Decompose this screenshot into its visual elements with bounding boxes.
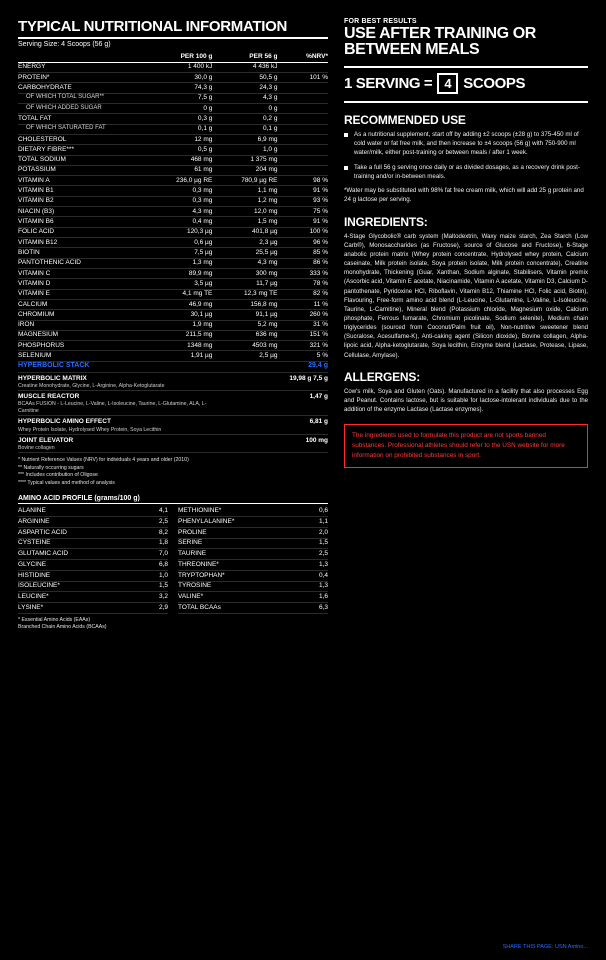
amino-name: LYSINE*	[18, 602, 145, 613]
nutrient-per-serving: 5,2 mg	[216, 320, 281, 330]
amino-value: 2,0	[307, 527, 328, 538]
nutrient-nrv: 101 %	[281, 73, 328, 83]
nutrient-per-serving: 50,5 g	[216, 73, 281, 83]
nutrient-per-100g: 0,4 mg	[158, 217, 217, 227]
list-item: As a nutritional supplement, start off by adding ±2 scoops (±28 g) to 375-450 ml of cold water or fat free milk, and then increase to ±4 scoops (56 g) with 750-900 ml water/milk, either post-training or between meals / after 1 week.	[344, 130, 588, 158]
footnote: ** Naturally occurring sugars	[18, 464, 84, 471]
blend-name: HYPERBOLIC AMINO EFFECT	[18, 418, 111, 426]
table-row	[18, 186, 328, 196]
nutrient-name: NIACIN (B3)	[18, 207, 158, 217]
nutrient-per-serving: 4,3 g	[216, 93, 281, 103]
footnote: **** Typical values and method of analysis	[18, 479, 115, 486]
amino-row	[18, 538, 168, 549]
nutrient-nrv: 96 %	[281, 238, 328, 248]
table-row	[18, 227, 328, 237]
nutrient-per-serving: 1,0 g	[216, 145, 281, 155]
nutrient-per-serving: 4,3 mg	[216, 258, 281, 268]
blend-row	[18, 434, 328, 452]
blend-value: 19,98 g 7,5 g	[216, 372, 328, 390]
divider-2	[344, 101, 588, 103]
nutrient-per-100g: 1,91 µg	[158, 351, 217, 361]
table-row	[18, 248, 328, 258]
nutrient-nrv	[281, 124, 328, 134]
ingredients-body: 4-Stage Glycobolic® carb system (Maltodextrin, Waxy maize starch, Zea Starch (Low Carb®), Monosaccharides (as Fructose), source of Glucose and Fructose), 6-Stage anabolic protein matrix (Whey protein concentrate, Hydrolysed whey protein, Calcium caseinate, Milk protein isolate, Soya protein isolate, Milk protein concentrate), Creatine monohydrate, Thickening (Guar, Xanthan, Sodium alginate, Stabilisers, Vitamin premix (Ascorbic acid, Vitamin E acetate, Niacinamide, Vitamin A acetate, Vitamin D3, Calcium D-pantothenate, Pyridoxine HCl, Riboflavin, Vitamin B12, Thiamine HCl, Folic acid, Biotin), Flavouring, Free-form amino acid blend (L-Leucine, L-Glutamine, L-Valine, L-Isoleucine, Taurine, L-Carnitine), Mineral blend (Potassium chloride, Magnesium oxide, Calcium phosphate, Ferrous fumarate, Chromium picolinate, Sodium selenite), Medium chain triglycerides (sourced from Coconut/Palm fruit oil), Non-nutritive sweetener blend (Sucralose, Acesulfame-K), Anti-caking agent (Silicon dioxide), Bovine collagen, Alpha-lipoic acid, Alpha-ketoglutarate, Soya lecithin, Enzyme blend (Lactase, Protease, Lipase, Cellulase, Amylase).	[344, 232, 588, 359]
amino-row	[18, 527, 168, 538]
amino-name: METHIONINE*	[178, 506, 307, 516]
amino-row	[178, 549, 328, 560]
nutrient-nrv: 5 %	[281, 351, 328, 361]
nutrient-name: VITAMIN B12	[18, 238, 158, 248]
nutrient-per-serving: 1,2 mg	[216, 196, 281, 206]
nutrient-name: PANTOTHENIC ACID	[18, 258, 158, 268]
kicker-text: FOR BEST RESULTS	[344, 18, 417, 25]
amino-value: 1,5	[145, 581, 168, 592]
recommended-use-title: RECOMMENDED USE	[344, 112, 466, 127]
nutrient-per-serving: 12,3 mg TE	[216, 289, 281, 299]
table-row	[18, 103, 328, 113]
allergens-body: Cow's milk, Soya and Gluten (Oats). Manufactured in a facility that also processes Egg and Peanut. Contains lactose, but is suitable for lactose-intolerant individuals due to the addition of the enzyme Lactase (Lactase enzymes).	[344, 387, 588, 413]
amino-value: 1,8	[145, 538, 168, 549]
nutrient-per-100g: 0 g	[158, 103, 217, 113]
blend-description: BCAAs FUSION - L-Leucine, L-Valine, L-Isoleucine, Taurine, L-Glutamine, ALA, L-Carnitine	[18, 401, 207, 415]
amino-value: 1,0	[145, 570, 168, 581]
amino-name: ISOLEUCINE*	[18, 581, 145, 592]
nutrient-name: TOTAL FAT	[18, 114, 158, 124]
footnote: *** Includes contribution of Oligose	[18, 472, 98, 479]
nutrient-per-100g: 0,6 µg	[158, 238, 217, 248]
table-row	[18, 165, 328, 175]
nutrient-per-100g: 1348 mg	[158, 341, 217, 351]
nutrient-nrv	[281, 145, 328, 155]
blend-name: MUSCLE REACTOR	[18, 393, 80, 401]
nutrient-name: BIOTIN	[18, 248, 158, 258]
amino-name: ALANINE	[18, 506, 145, 516]
nutrient-name: ENERGY	[18, 62, 158, 72]
water-substitution-note: *Water may be substituted with 98% fat free cream milk, which will add 25 g protein and 24 g lactose per serving.	[344, 187, 584, 204]
amino-value: 4,1	[145, 506, 168, 516]
nutrient-per-serving: 300 mg	[216, 268, 281, 278]
nutrient-name: IRON	[18, 320, 158, 330]
amino-name: THREONINE*	[178, 560, 307, 571]
amino-value: 3,2	[145, 592, 168, 603]
nutrient-nrv: 75 %	[281, 207, 328, 217]
amino-name: ASPARTIC ACID	[18, 527, 145, 538]
nutrient-nrv	[281, 103, 328, 113]
nutrient-nrv: 100 %	[281, 227, 328, 237]
table-row	[18, 73, 328, 83]
nutrient-per-serving: 204 mg	[216, 165, 281, 175]
nutrient-per-serving: 0,1 g	[216, 124, 281, 134]
amino-value: 6,3	[307, 602, 328, 613]
table-header-row	[18, 52, 328, 62]
nutrient-per-100g: 0,5 g	[158, 145, 217, 155]
nutrient-per-serving: 0 g	[216, 103, 281, 113]
ingredients-title: INGREDIENTS:	[344, 214, 428, 229]
table-row	[18, 124, 328, 134]
page-title: TYPICAL NUTRITIONAL INFORMATION	[18, 18, 328, 39]
table-row	[18, 341, 328, 351]
blend-name: JOINT ELEVATOR	[18, 436, 74, 444]
amino-profile	[18, 506, 328, 613]
nutrient-name: FOLIC ACID	[18, 227, 158, 237]
blend-value: 1,47 g	[216, 391, 328, 416]
nutrition-table	[18, 52, 328, 453]
nutrient-nrv: 82 %	[281, 289, 328, 299]
nutrient-per-100g: 0,3 mg	[158, 196, 217, 206]
nutrient-per-serving: 1 375 mg	[216, 155, 281, 165]
nutrient-per-100g: 1,3 mg	[158, 258, 217, 268]
nutrient-per-100g: 1 400 kJ	[158, 62, 217, 72]
nutrient-name: TOTAL SODIUM	[18, 155, 158, 165]
warning-text: The ingredients used to formulate this product are not sports banned substances. Professional athletes should refer to the USN website for more information on prohibited substances in sport.	[352, 432, 565, 459]
nutrient-name: CARBOHYDRATE	[18, 83, 158, 93]
nutrient-per-100g: 0,1 g	[158, 124, 217, 134]
blend-row	[18, 416, 328, 434]
serving-size: Serving Size: 4 Scoops (56 g)	[18, 41, 111, 48]
nutrient-name: SELENIUM	[18, 351, 158, 361]
nutrient-nrv: 93 %	[281, 196, 328, 206]
nutrient-per-serving: 12,0 mg	[216, 207, 281, 217]
nutrient-per-serving: 156,8 mg	[216, 299, 281, 309]
amino-name: HISTIDINE	[18, 570, 145, 581]
blend-row	[18, 391, 328, 416]
nutrient-name: VITAMIN D	[18, 279, 158, 289]
nutrient-nrv: 91 %	[281, 186, 328, 196]
nutrient-per-100g: 30,1 µg	[158, 310, 217, 320]
nutrient-per-100g: 468 mg	[158, 155, 217, 165]
nutrient-per-100g: 211,5 mg	[158, 330, 217, 340]
nutrient-name: CHOLESTEROL	[18, 134, 158, 144]
table-row	[18, 176, 328, 186]
table-row	[18, 310, 328, 320]
nutrient-nrv: 91 %	[281, 217, 328, 227]
amino-name: GLYCINE	[18, 560, 145, 571]
headline: USE AFTER TRAINING OR BETWEEN MEALS	[344, 25, 536, 59]
nutrient-per-serving: 401,8 µg	[216, 227, 281, 237]
col-per-100g: PER 100 g	[158, 52, 217, 62]
amino-value: 7,0	[145, 549, 168, 560]
amino-name: GLUTAMIC ACID	[18, 549, 145, 560]
nutrient-per-serving: 1,1 mg	[216, 186, 281, 196]
amino-value: 1,1	[307, 517, 328, 528]
table-row	[18, 299, 328, 309]
table-row	[18, 217, 328, 227]
nutrient-name: PHOSPHORUS	[18, 341, 158, 351]
nutrient-name: CALCIUM	[18, 299, 158, 309]
amino-value: 8,2	[145, 527, 168, 538]
table-row	[18, 155, 328, 165]
scoops-word: SCOOPS	[463, 74, 526, 92]
blend-value: 6,81 g	[216, 416, 328, 434]
nutrient-nrv	[281, 155, 328, 165]
nutrition-panel	[18, 18, 328, 631]
nutrient-name: VITAMIN C	[18, 268, 158, 278]
nutrient-per-serving: 11,7 µg	[216, 279, 281, 289]
serving-label: 1 SERVING =	[344, 74, 433, 92]
stack-name: HYPERBOLIC STACK	[18, 361, 216, 372]
amino-name: PROLINE	[178, 527, 307, 538]
nutrient-nrv	[281, 165, 328, 175]
nutrient-per-serving: 6,9 mg	[216, 134, 281, 144]
amino-value: 1,3	[307, 581, 328, 592]
nutrient-nrv: 333 %	[281, 268, 328, 278]
amino-value: 0,4	[307, 570, 328, 581]
amino-name: ARGININE	[18, 517, 145, 528]
amino-row	[18, 592, 168, 603]
nutrient-per-100g: 4,3 mg	[158, 207, 217, 217]
amino-value: 2,5	[145, 517, 168, 528]
nutrient-per-100g: 3,5 µg	[158, 279, 217, 289]
nutrient-per-100g: 46,9 mg	[158, 299, 217, 309]
nutrient-name: OF WHICH SATURATED FAT	[18, 124, 158, 134]
footnote: * Nutrient Reference Values (NRV) for individuals 4 years and older (2010)	[18, 457, 189, 464]
table-row	[18, 83, 328, 93]
nutrient-per-serving: 91,1 µg	[216, 310, 281, 320]
table-row	[18, 114, 328, 124]
nutrient-name: DIETARY FIBRE***	[18, 145, 158, 155]
nutrient-name: POTASSIUM	[18, 165, 158, 175]
nutrient-per-serving: 24,3 g	[216, 83, 281, 93]
amino-value: 2,5	[307, 549, 328, 560]
table-row	[18, 134, 328, 144]
nutrient-name: MAGNESIUM	[18, 330, 158, 340]
amino-name: VALINE*	[178, 592, 307, 603]
amino-profile-title: AMINO ACID PROFILE (grams/100 g)	[18, 495, 328, 504]
amino-row	[178, 506, 328, 516]
nutrient-per-serving: 4503 mg	[216, 341, 281, 351]
blend-value: 100 mg	[216, 434, 328, 452]
usage-panel	[344, 18, 588, 468]
amino-row	[178, 602, 328, 613]
amino-row	[18, 581, 168, 592]
nutrient-per-serving: 4 436 kJ	[216, 62, 281, 72]
col-per-serving: PER 56 g	[216, 52, 281, 62]
amino-row	[18, 549, 168, 560]
amino-name: TYROSINE	[178, 581, 307, 592]
amino-value: 1,3	[307, 560, 328, 571]
nutrient-per-100g: 7,5 µg	[158, 248, 217, 258]
nutrient-per-100g: 7,5 g	[158, 93, 217, 103]
blend-description: Bovine collagen	[18, 445, 55, 451]
nutrient-nrv: 78 %	[281, 279, 328, 289]
amino-footnote: Branched Chain Amino Acids (BCAAs)	[18, 623, 107, 630]
nutrient-nrv: 11 %	[281, 299, 328, 309]
col-nutrient	[18, 52, 158, 62]
nutrient-per-100g: 4,1 mg TE	[158, 289, 217, 299]
list-item: Take a full 56 g serving once daily or as divided dosages, as a recovery drink post-training and/or in-between meals.	[344, 163, 588, 182]
table-row	[18, 207, 328, 217]
nutrient-name: VITAMIN B6	[18, 217, 158, 227]
nutrient-nrv: 98 %	[281, 176, 328, 186]
nutrient-nrv: 260 %	[281, 310, 328, 320]
nutrient-nrv: 85 %	[281, 248, 328, 258]
nutrient-per-serving: 0,2 g	[216, 114, 281, 124]
amino-row	[18, 570, 168, 581]
nutrient-per-serving: 2,3 µg	[216, 238, 281, 248]
nutrient-per-100g: 12 mg	[158, 134, 217, 144]
blend-description: Whey Protein Isolate, Hydrolysed Whey Protein, Soya Lecithin	[18, 426, 162, 433]
share-link[interactable]: SHARE THIS PAGE: USN Amino...	[502, 944, 588, 950]
blend-description: Creatine Monohydrate, Glycine, L-Arginine, Alpha-Ketoglutarate	[18, 382, 165, 389]
nutrient-nrv	[281, 93, 328, 103]
table-row	[18, 279, 328, 289]
banned-substance-warning	[344, 424, 588, 468]
amino-row	[18, 560, 168, 571]
nutrient-per-100g: 61 mg	[158, 165, 217, 175]
amino-row	[178, 517, 328, 528]
recommended-use-list	[344, 130, 588, 181]
amino-footnotes	[18, 617, 328, 632]
allergens-title: ALLERGENS:	[344, 369, 421, 384]
nutrient-per-serving: 636 mg	[216, 330, 281, 340]
amino-row	[178, 570, 328, 581]
stack-value: 29,4 g	[216, 361, 328, 372]
serving-equation	[344, 73, 588, 94]
amino-row	[18, 602, 168, 613]
nutrient-nrv: 321 %	[281, 341, 328, 351]
nutrient-per-serving: 25,5 µg	[216, 248, 281, 258]
nutrient-name: PROTEIN*	[18, 73, 158, 83]
amino-value: 0,6	[307, 506, 328, 516]
amino-footnote: * Essential Amino Acids (EAAs)	[18, 616, 91, 623]
amino-name: PHENYLALANINE*	[178, 517, 307, 528]
amino-value: 1,6	[307, 592, 328, 603]
amino-value: 6,8	[145, 560, 168, 571]
hyperbolic-stack-row	[18, 361, 328, 372]
table-row	[18, 258, 328, 268]
nutrient-name: OF WHICH ADDED SUGAR	[18, 103, 158, 113]
amino-value: 2,9	[145, 602, 168, 613]
table-row	[18, 289, 328, 299]
nutrient-per-100g: 236,0 µg RE	[158, 176, 217, 186]
nutrient-name: VITAMIN E	[18, 289, 158, 299]
table-row	[18, 62, 328, 72]
nutrient-per-100g: 30,0 g	[158, 73, 217, 83]
nutrient-nrv	[281, 114, 328, 124]
amino-name: LEUCINE*	[18, 592, 145, 603]
amino-row	[178, 560, 328, 571]
footnotes	[18, 457, 328, 487]
nutrient-nrv	[281, 83, 328, 93]
nutrient-per-100g: 74,3 g	[158, 83, 217, 93]
amino-row	[178, 581, 328, 592]
table-row	[18, 320, 328, 330]
table-row	[18, 238, 328, 248]
blend-row	[18, 372, 328, 390]
nutrient-per-serving: 1,5 mg	[216, 217, 281, 227]
amino-name: TAURINE	[178, 549, 307, 560]
amino-value: 1,5	[307, 538, 328, 549]
nutrient-per-100g: 0,3 g	[158, 114, 217, 124]
nutrient-name: CHROMIUM	[18, 310, 158, 320]
amino-row	[18, 506, 168, 516]
nutrient-nrv: 31 %	[281, 320, 328, 330]
amino-row	[178, 527, 328, 538]
table-row	[18, 330, 328, 340]
table-row	[18, 268, 328, 278]
nutrient-per-100g: 1,9 mg	[158, 320, 217, 330]
nutrient-name: VITAMIN B1	[18, 186, 158, 196]
nutrient-per-100g: 0,3 mg	[158, 186, 217, 196]
nutrient-per-serving: 2,5 µg	[216, 351, 281, 361]
amino-name: SERINE	[178, 538, 307, 549]
table-row	[18, 93, 328, 103]
table-row	[18, 145, 328, 155]
amino-name: CYSTEINE	[18, 538, 145, 549]
nutrient-name: VITAMIN A	[18, 176, 158, 186]
nutrient-nrv	[281, 134, 328, 144]
nutrient-nrv: 86 %	[281, 258, 328, 268]
amino-row	[178, 538, 328, 549]
blend-name: HYPERBOLIC MATRIX	[18, 374, 87, 382]
nutrient-per-100g: 120,3 µg	[158, 227, 217, 237]
amino-row	[178, 592, 328, 603]
nutrient-nrv	[281, 62, 328, 72]
nutrient-per-serving: 780,9 µg RE	[216, 176, 281, 186]
nutrient-name: OF WHICH TOTAL SUGAR**	[18, 93, 158, 103]
amino-name: TRYPTOPHAN*	[178, 570, 307, 581]
table-row	[18, 196, 328, 206]
nutrient-nrv: 151 %	[281, 330, 328, 340]
nutrient-per-100g: 89,9 mg	[158, 268, 217, 278]
amino-row	[18, 517, 168, 528]
divider	[344, 66, 588, 68]
amino-name: TOTAL BCAAs	[178, 602, 307, 613]
scoops-count: 4	[437, 73, 458, 94]
table-row	[18, 351, 328, 361]
col-nrv: %NRV*	[281, 52, 328, 62]
nutrient-name: VITAMIN B2	[18, 196, 158, 206]
